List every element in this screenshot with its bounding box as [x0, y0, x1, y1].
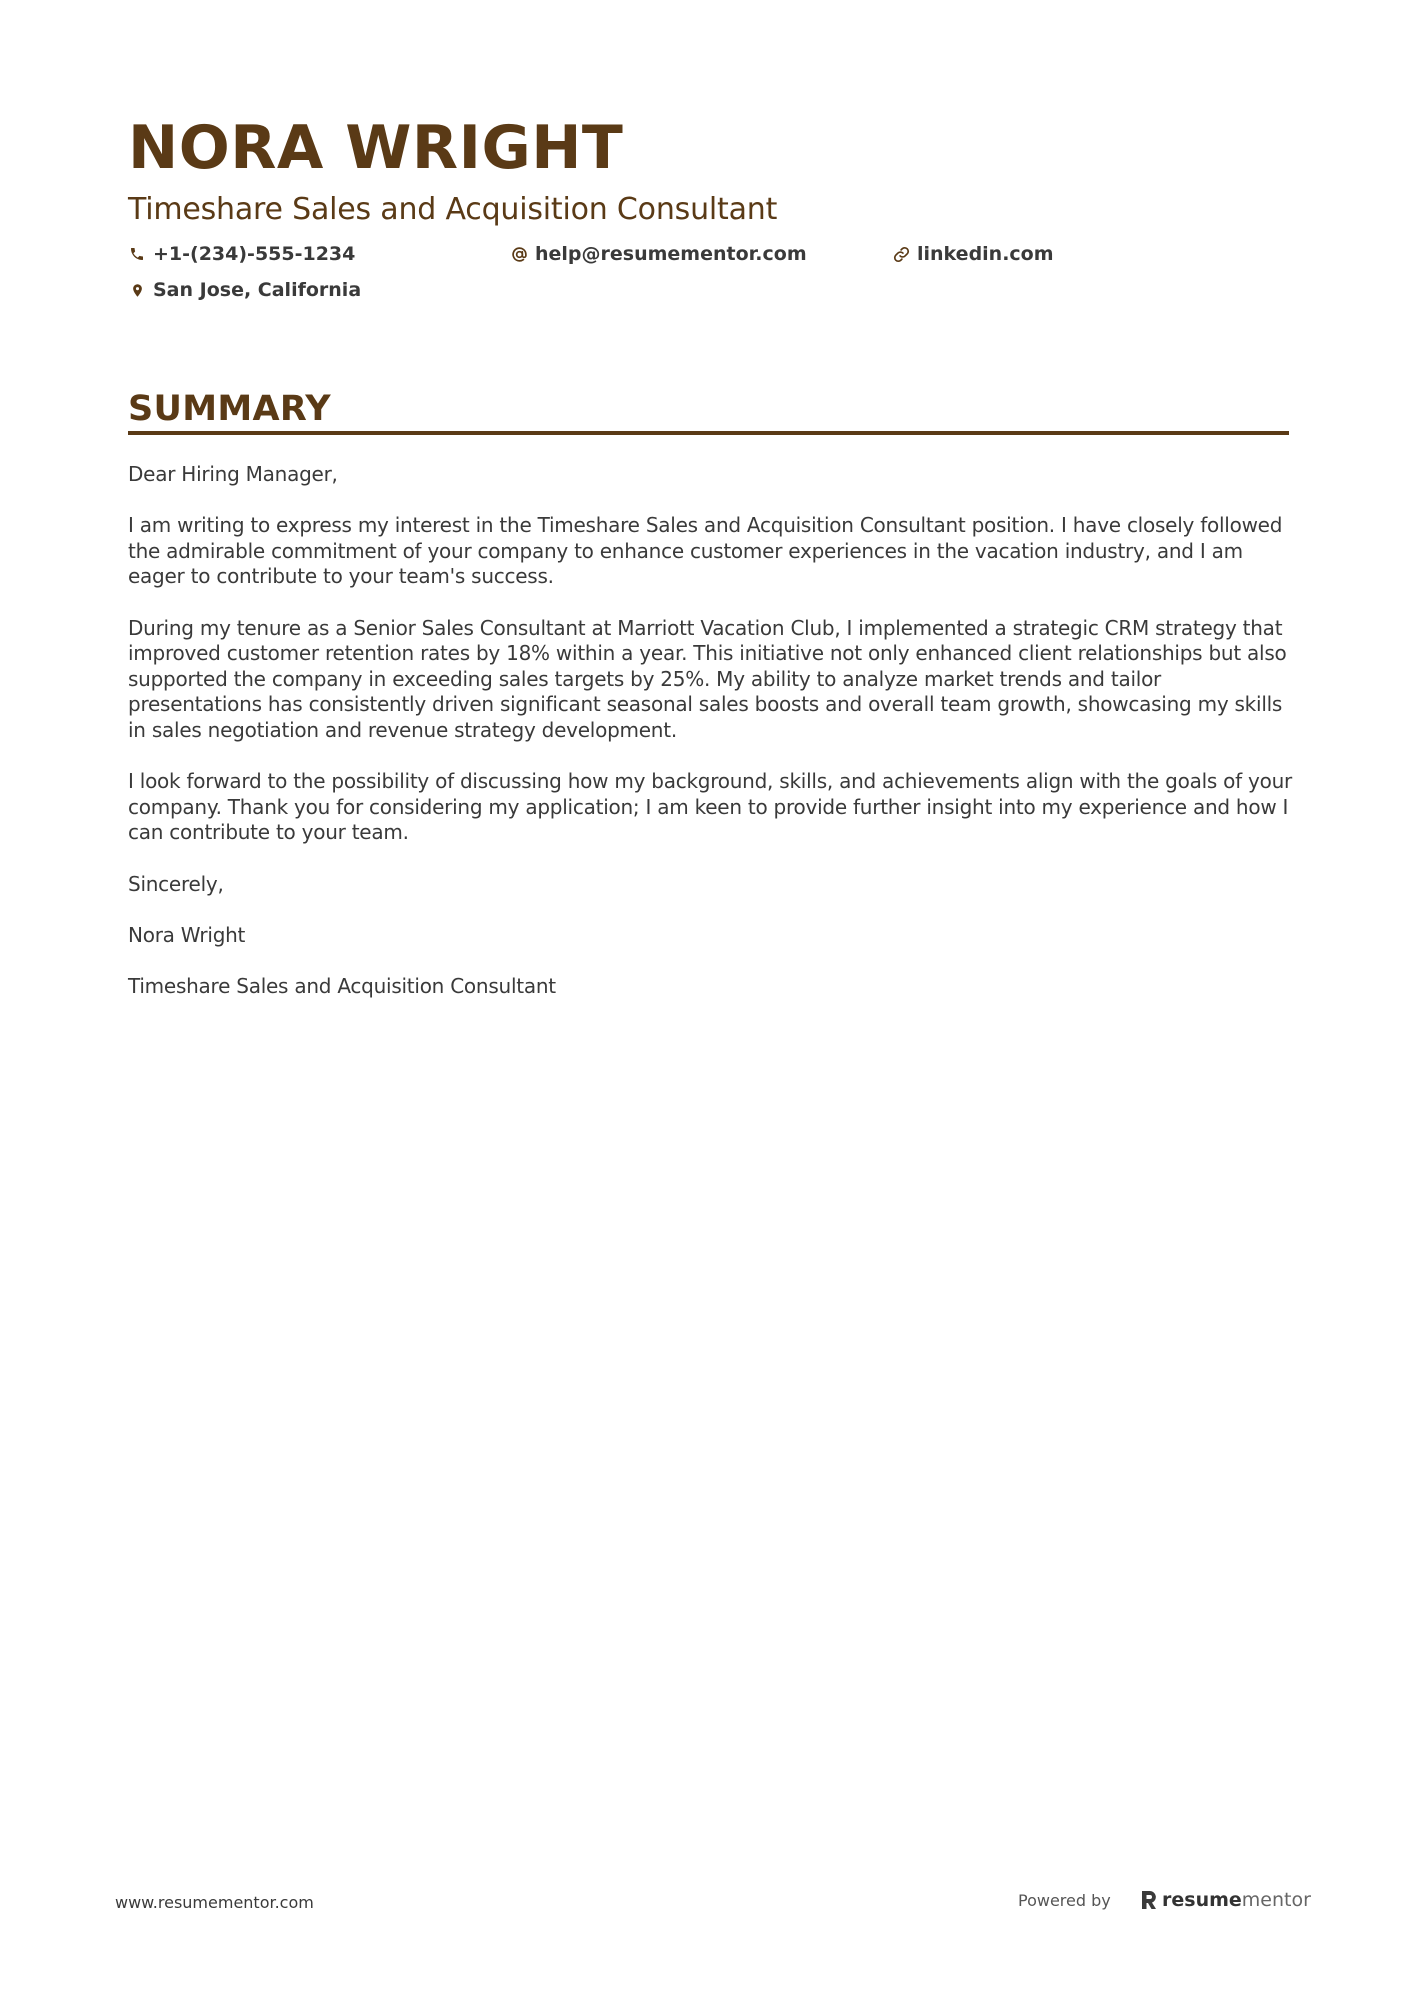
phone-text: +1-(234)-555-1234	[153, 243, 356, 265]
brand-name-part1: resume	[1162, 1889, 1242, 1911]
salutation: Dear Hiring Manager,	[128, 462, 338, 486]
contact-email	[510, 240, 807, 268]
map-pin-icon	[128, 281, 146, 299]
resumementor-logo-icon	[1140, 1889, 1158, 1911]
powered-by-label: Powered by	[1018, 1891, 1111, 1910]
signature-title: Timeshare Sales and Acquisition Consultant	[128, 973, 556, 998]
email-text: help@resumementor.com	[535, 243, 807, 265]
phone-icon	[128, 245, 146, 263]
contact-website	[892, 240, 1054, 268]
signature-name: Nora Wright	[128, 922, 246, 947]
link-icon	[892, 245, 910, 263]
candidate-name: NORA WRIGHT	[128, 113, 624, 183]
location-text: San Jose, California	[153, 279, 362, 301]
letter-paragraph: I look forward to the possibility of discussing how my background, skills, and achievements align with the goals of your company. Thank you for considering my application; I am keen to provide further insight into my experience and how I can contribute to your team.	[128, 769, 1293, 845]
brand-name-part2: mentor	[1241, 1889, 1311, 1911]
contact-phone	[128, 240, 355, 268]
contact-location	[128, 276, 361, 304]
at-icon	[510, 245, 528, 263]
brand-logo[interactable]	[1140, 1885, 1311, 1915]
candidate-title: Timeshare Sales and Acquisition Consultant	[128, 192, 778, 227]
website-text: linkedin.com	[917, 243, 1054, 265]
letter-body	[128, 462, 1293, 1025]
closing: Sincerely,	[128, 871, 224, 896]
section-heading-summary: SUMMARY	[128, 389, 331, 429]
letter-paragraph: I am writing to express my interest in the Timeshare Sales and Acquisition Consultant position. I have closely followed the admirable commitment of your company to enhance customer experiences in the vacation industry, and I am eager to contribute to your team's success.	[128, 513, 1283, 589]
footer-website-link[interactable]: www.resumementor.com	[115, 1893, 314, 1912]
letter-paragraph: During my tenure as a Senior Sales Consultant at Marriott Vacation Club, I implemented a strategic CRM strategy that improved customer retention rates by 18% within a year. This initiative not only enhanced client relationships but also supported the company in exceeding sales targets by 25%. My ability to analyze market trends and tailor presentations has consistently driven significant seasonal sales boosts and overall team growth, showcasing my skills in sales negotiation and revenue strategy development.	[128, 615, 1287, 742]
section-divider	[128, 431, 1289, 435]
